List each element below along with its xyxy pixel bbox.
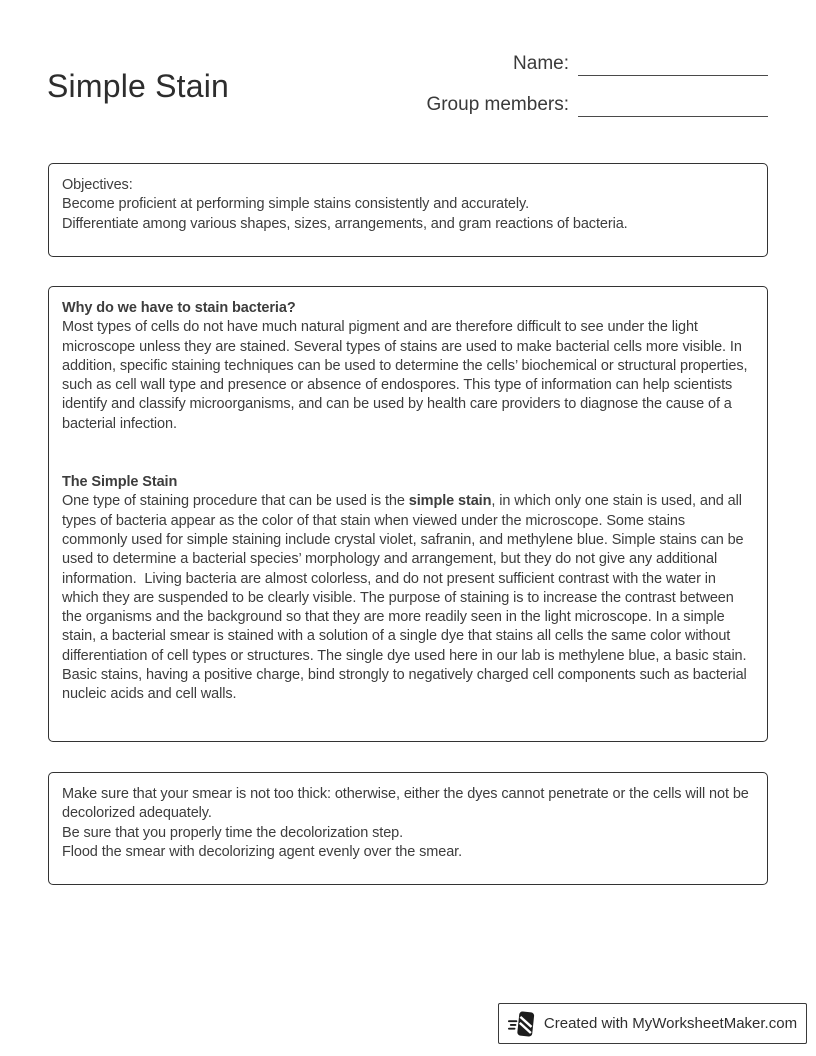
simple-stain-body	[62, 492, 754, 704]
objectives-line: Objectives:	[62, 177, 133, 193]
why-stain-heading: Why do we have to stain bacteria?	[62, 300, 296, 316]
info-box	[48, 286, 768, 742]
objectives-box	[48, 163, 768, 257]
tip-line: Flood the smear with decolorizing agent evenly over the smear.	[62, 843, 463, 860]
worksheet-maker-logo-icon	[508, 1009, 536, 1039]
name-label: Name:	[513, 53, 569, 74]
tips-box	[48, 772, 768, 885]
group-members-label: Group members:	[426, 94, 569, 115]
tip-line: Make sure that your smear is not too thick: otherwise, either the dyes cannot penetrate or the cells will not be decolorized adequately.	[62, 786, 749, 822]
simple-stain-body-before: One type of staining procedure that can be used is the	[62, 493, 409, 510]
footer-credit-text: Created with MyWorksheetMaker.com	[543, 1015, 798, 1032]
name-write-line	[578, 50, 768, 76]
tip-line: Be sure that you properly time the decolorization step.	[62, 824, 404, 841]
header-fields	[426, 50, 768, 132]
simple-stain-bold-term: simple stain	[408, 493, 492, 510]
objectives-line: Become proficient at performing simple stains consistently and accurately.	[62, 196, 530, 213]
name-field-row	[513, 50, 768, 76]
why-stain-body: Most types of cells do not have much natural pigment and are therefore difficult to see under the light microscope unless they are stained. Several types of stains are used to make bacterial cells more visible. In addition, specific staining techniques can be used to determine the cells’ biochemical or structural properties, such as cell wall type and presence or absence of endospores. This type of information can help scientists identify and classify microorganisms, and can be used by health care providers to diagnose the cause of a bacterial infection.	[62, 319, 752, 432]
page-title: Simple Stain	[47, 68, 230, 105]
section-why-stain	[62, 299, 754, 434]
simple-stain-heading: The Simple Stain	[62, 474, 178, 491]
group-members-write-line	[578, 91, 768, 117]
footer-credit-badge[interactable]	[498, 1003, 807, 1044]
section-simple-stain	[62, 473, 754, 705]
group-members-field-row	[426, 91, 768, 117]
objectives-line: Differentiate among various shapes, sizes, arrangements, and gram reactions of bacteria.	[62, 215, 628, 232]
simple-stain-body-after: , in which only one stain is used, and all types of bacteria appear as the color of that stain when viewed under the microscope. Some stains commonly used for simple staining include crystal violet, safranin, and methylene blue. Simple stains can be used to determine a bacterial species’ morphology and arrangement, but they do not give any additional information. Living bacteria are almost colorless, and do not present sufficient contrast with the water in which they are suspended to be clearly visible. The purpose of staining is to increase the contrast between the organisms and the background so that they are more readily seen in the light microscope. In a simple stain, a bacterial smear is stained with a solution of a single dye that stains all cells the same color without differentiation of cell types or structures. The single dye used here in our lab is methylene blue, a basic stain. Basic stains, having a positive charge, bind strongly to negatively charged cell components such as bacterial nucleic acids and cell walls.	[62, 493, 751, 703]
